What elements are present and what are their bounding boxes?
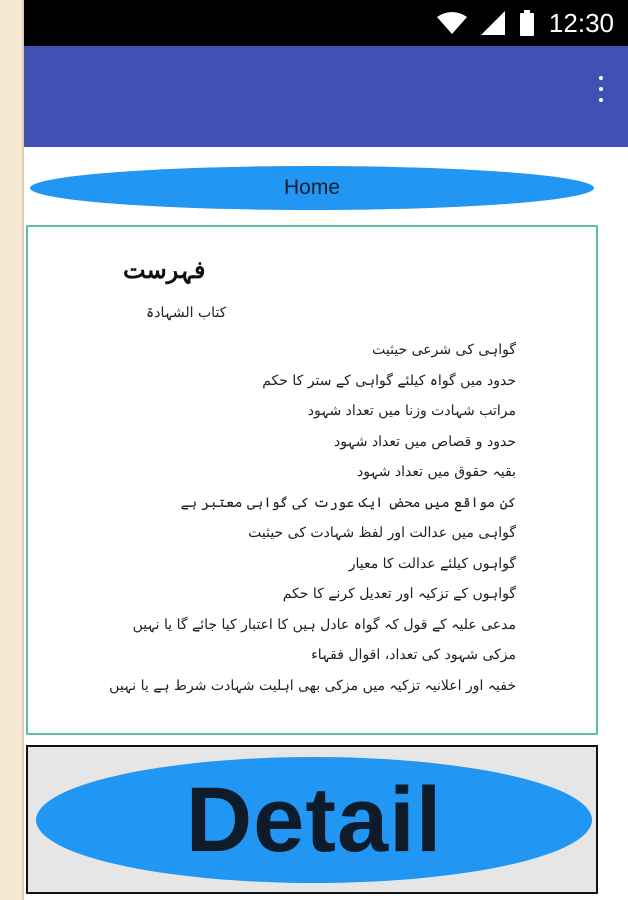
detail-frame: [26, 745, 598, 894]
app-bar: [24, 46, 628, 147]
toc-item: گواہی کی شرعی حیثیت: [372, 342, 516, 358]
status-bar: [24, 0, 628, 46]
home-button[interactable]: Home: [30, 166, 594, 210]
toc-item: کن مواقع میں محض ایک عورت کی گواہی معتبر ہے: [180, 494, 516, 511]
document-page-image: [26, 225, 598, 735]
detail-button[interactable]: Detail: [36, 757, 592, 883]
left-edge-strip: [0, 0, 24, 900]
cellular-signal-icon: [481, 11, 505, 35]
toc-item: مدعی علیہ کے قول کہ گواہ عادل ہیں کا اعتبار کیا جائے گا یا نہیں: [132, 616, 516, 633]
status-icons: [437, 0, 614, 46]
toc-subtitle: کتاب الشہادۃ: [146, 305, 227, 321]
wifi-icon: [437, 11, 467, 35]
toc-item: خفیہ اور اعلانیہ تزکیہ میں مزکی بھی اہلیت شہادت شرط ہے یا نہیں: [109, 677, 516, 694]
toc-list: [76, 335, 516, 701]
toc-item: گواہوں کیلئے عدالت کا معیار: [348, 555, 516, 572]
toc-item: گواہوں کے تزکیہ اور تعدیل کرنے کا حکم: [282, 586, 516, 602]
toc-item: حدود میں گواہ کیلئے گواہی کے ستر کا حکم: [262, 372, 516, 389]
toc-item: مزکی شہود کی تعداد، اقوال فقہاء: [311, 647, 516, 663]
toc-item: حدود و قصاص میں تعداد شہود: [334, 433, 516, 450]
toc-title: فہرست: [123, 255, 206, 284]
toc-item: گواہی میں عدالت اور لفظ شہادت کی حیثیت: [248, 525, 516, 541]
toc-item: مراتب شہادت وزنا میں تعداد شہود: [307, 403, 516, 419]
toc-item: بقیہ حقوق میں تعداد شہود: [357, 464, 516, 480]
more-vert-icon[interactable]: [596, 76, 606, 102]
status-time: 12:30: [548, 7, 614, 38]
battery-icon: [519, 10, 535, 36]
